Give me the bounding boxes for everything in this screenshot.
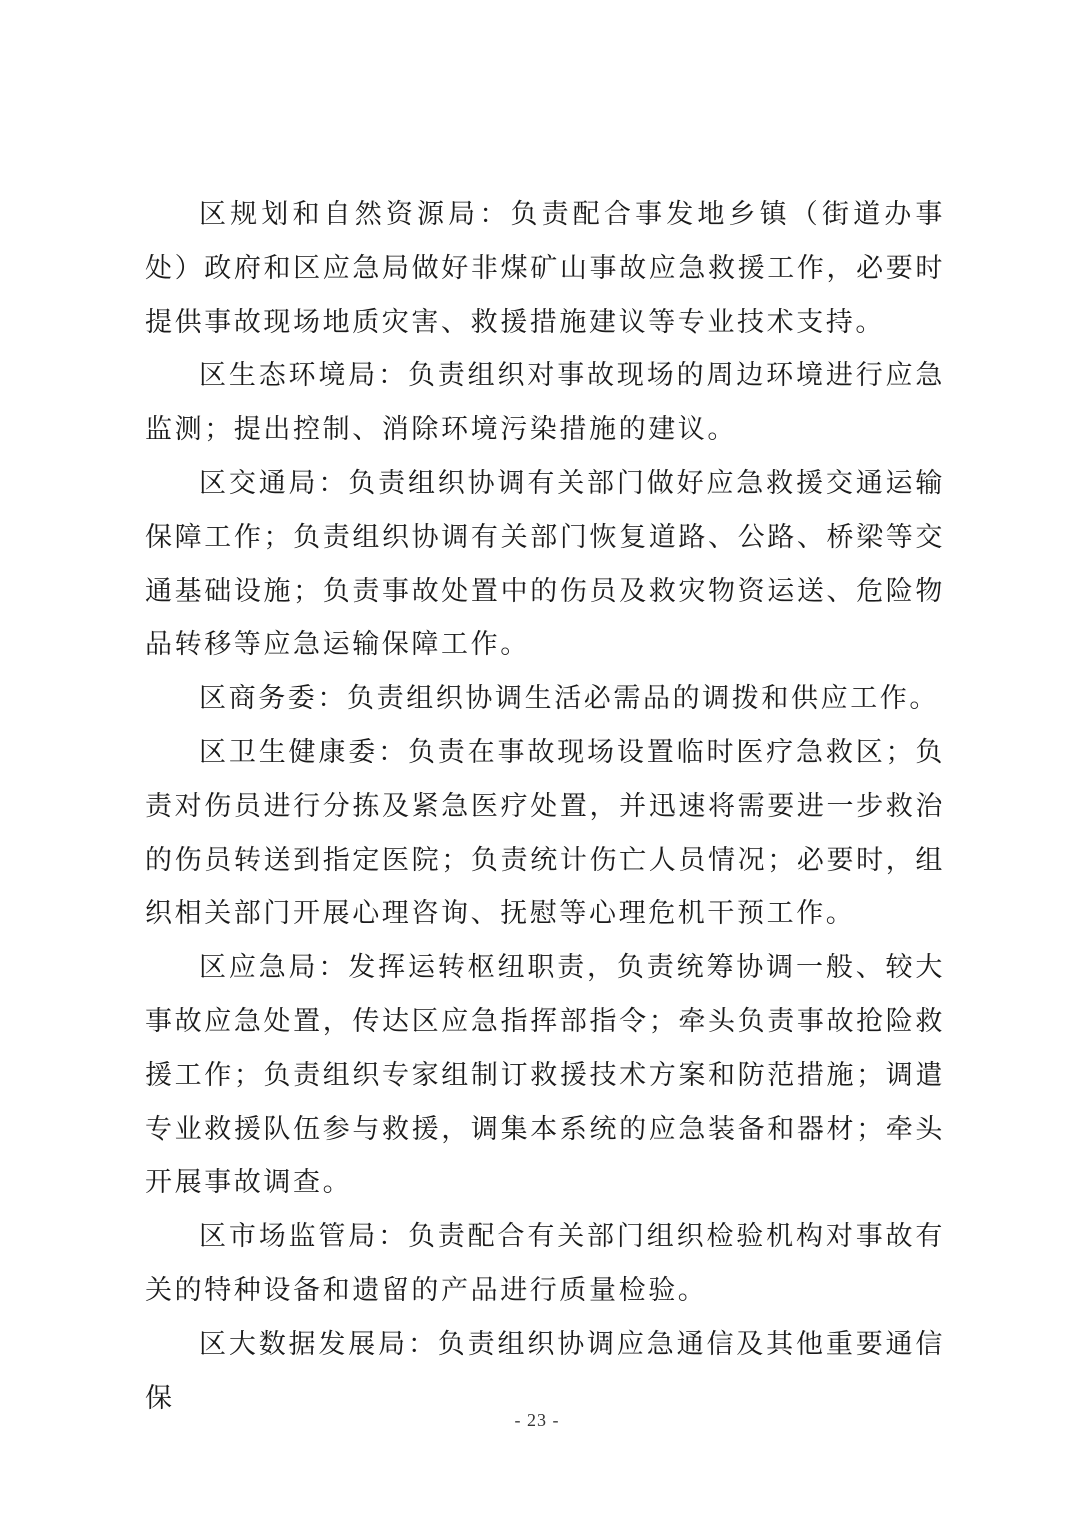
paragraph-big-data-bureau: 区大数据发展局：负责组织协调应急通信及其他重要通信保 <box>145 1328 945 1414</box>
document-body <box>145 188 945 1425</box>
paragraph-planning-resources-bureau: 区规划和自然资源局：负责配合事发地乡镇（街道办事处）政府和区应急局做好非煤矿山事故应急救援工作，必要时提供事故现场地质灾害、救援措施建议等专业技术支持。 <box>145 199 945 338</box>
paragraph-commerce-commission: 区商务委：负责组织协调生活必需品的调拨和供应工作。 <box>199 683 939 715</box>
paragraph-transport-bureau: 区交通局：负责组织协调有关部门做好应急救援交通运输保障工作；负责组织协调有关部门恢复道路、公路、桥梁等交通基础设施；负责事故处置中的伤员及救灾物资运送、危险物品转移等应急运输保障工作。 <box>145 467 945 661</box>
paragraph-emergency-bureau: 区应急局：发挥运转枢纽职责，负责统筹协调一般、较大事故应急处置，传达区应急指挥部指令；牵头负责事故抢险救援工作；负责组织专家组制订救援技术方案和防范措施；调遣专业救援队伍参与救援，调集本系统的应急装备和器材；牵头开展事故调查。 <box>145 952 945 1199</box>
page-number: - 23 - <box>514 1410 560 1430</box>
paragraph-health-commission: 区卫生健康委：负责在事故现场设置临时医疗急救区；负责对伤员进行分拣及紧急医疗处置，并迅速将需要进一步救治的伤员转送到指定医院；负责统计伤亡人员情况；必要时，组织相关部门开展心理咨询、抚慰等心理危机干预工作。 <box>145 736 945 930</box>
paragraph-ecology-environment-bureau: 区生态环境局：负责组织对事故现场的周边环境进行应急监测；提出控制、消除环境污染措施的建议。 <box>145 360 945 446</box>
paragraph-market-supervision-bureau: 区市场监管局：负责配合有关部门组织检验机构对事故有关的特种设备和遗留的产品进行质量检验。 <box>145 1221 945 1306</box>
